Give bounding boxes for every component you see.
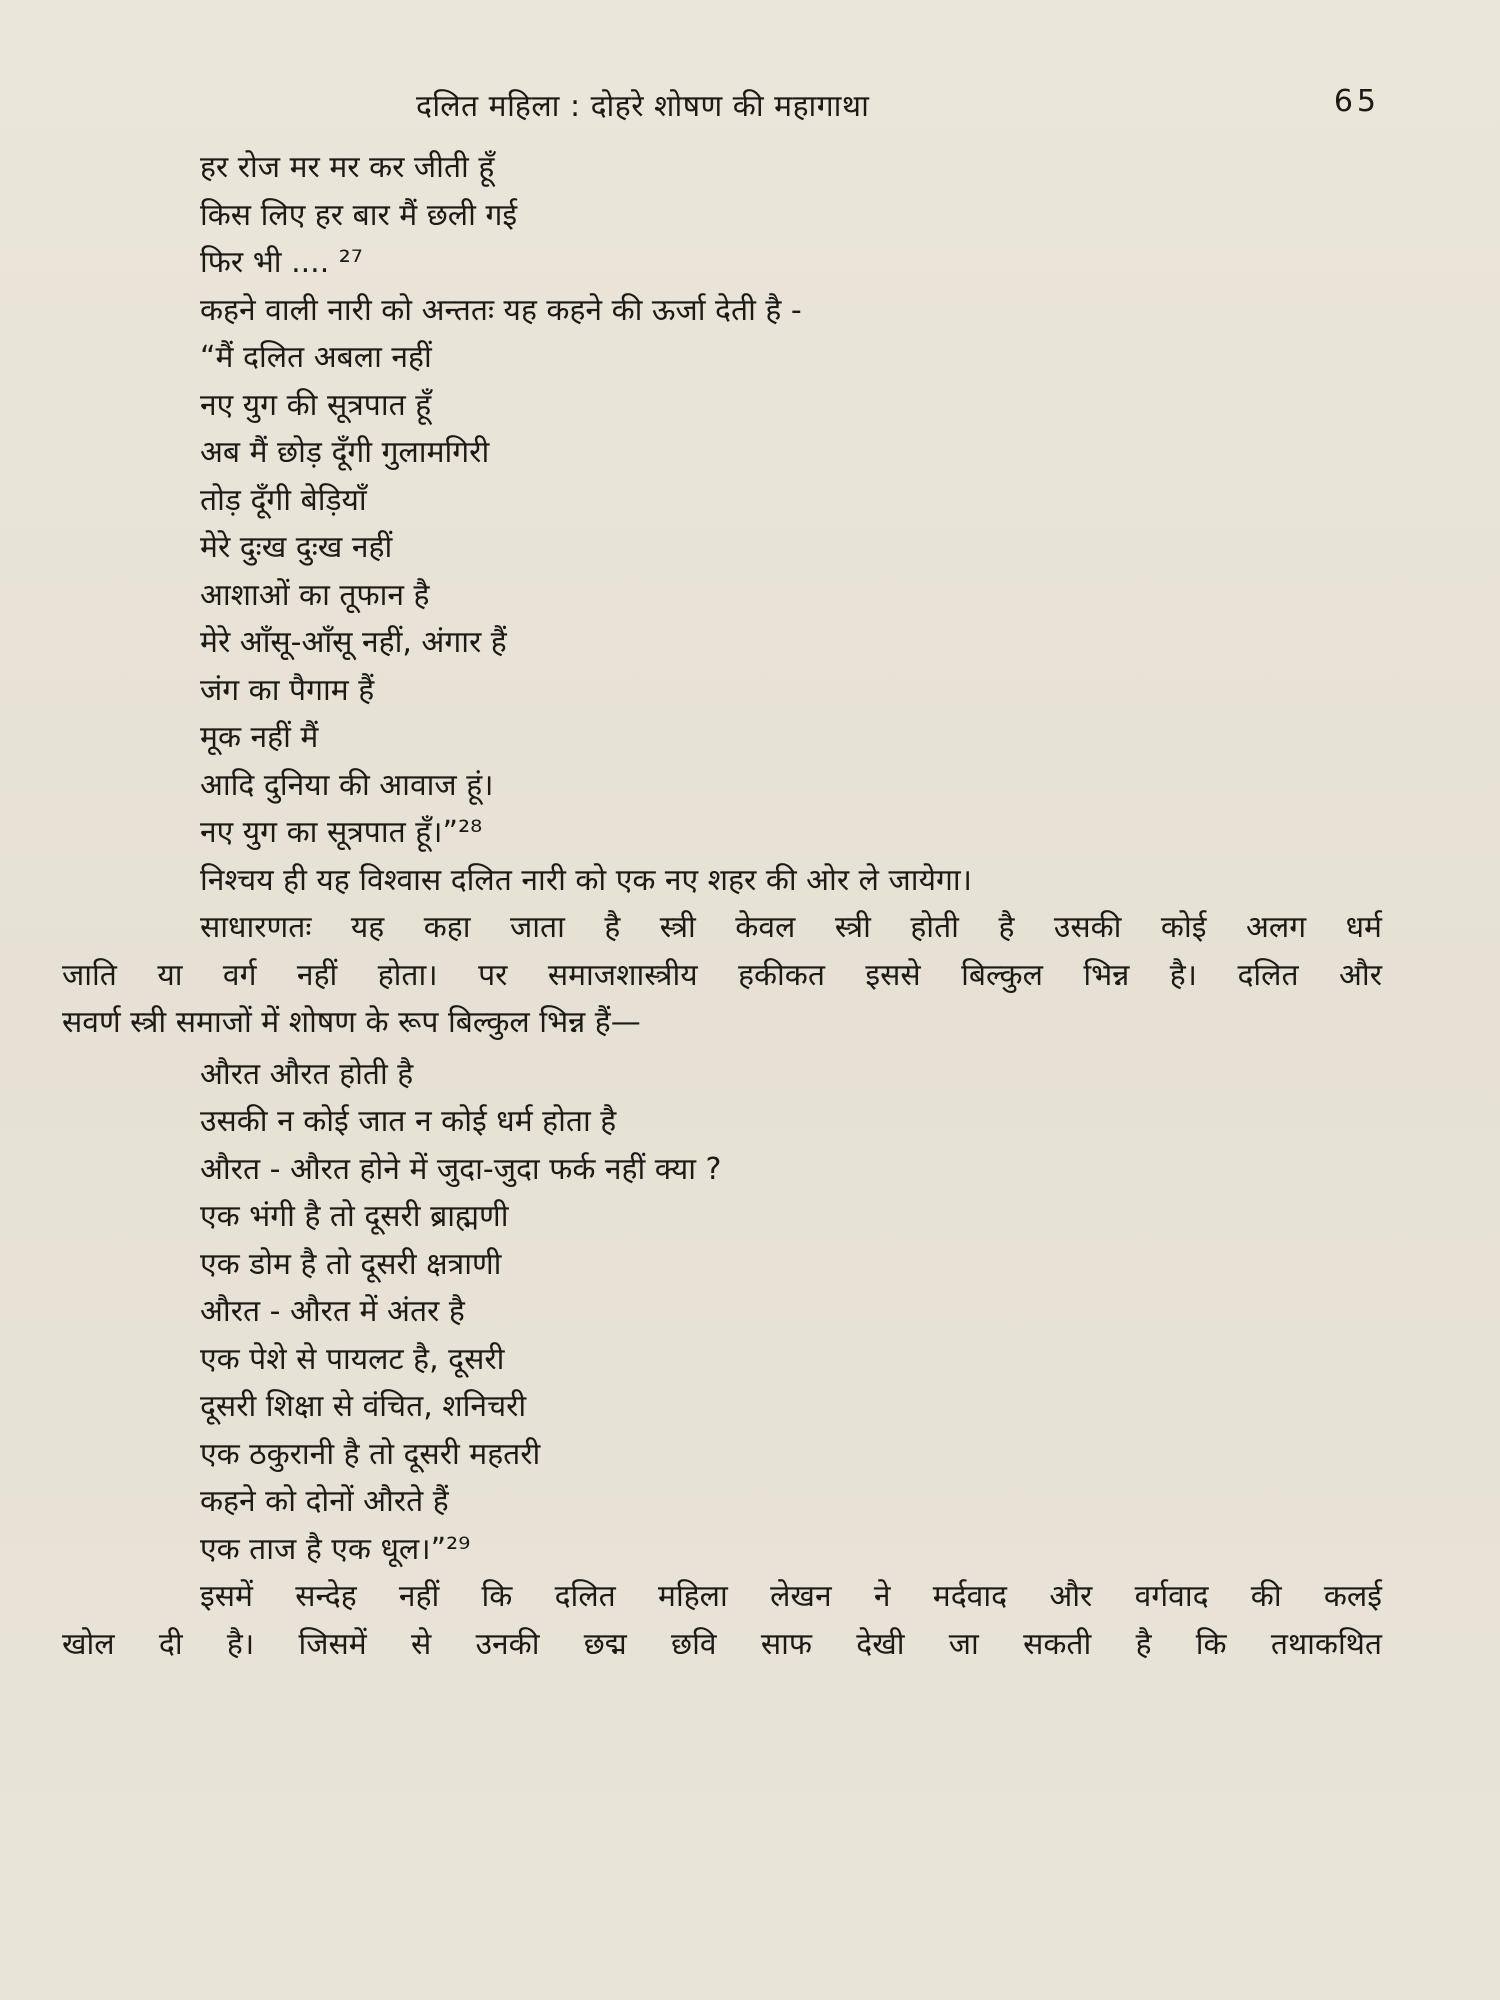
paragraph-line: खोल दी है। जिसमें से उनकी छद्म छवि साफ देखी जा सकती है कि तथाकथित xyxy=(62,1626,1382,1662)
paragraph-one xyxy=(62,859,1382,1045)
verse-line: दूसरी शिक्षा से वंचित, शनिचरी xyxy=(200,1389,527,1424)
verse-line: जंग का पैगाम हैं xyxy=(200,672,375,708)
verse-line: तोड़ दूँगी बेड़ियाँ xyxy=(200,482,367,518)
poem-stanza-two xyxy=(62,1053,1382,1572)
verse-line: मेरे दुःख दुःख नहीं xyxy=(200,530,393,565)
verse-line: आशाओं का तूफान है xyxy=(200,577,430,613)
verse-line: मेरे आँसू-आँसू नहीं, अंगार हैं xyxy=(200,625,507,660)
verse-line: नए युग का सूत्रपात हूँ।”²⁸ xyxy=(200,815,483,850)
verse-line: एक ताज है एक धूल।”²⁹ xyxy=(200,1531,471,1567)
paragraph-line: सवर्ण स्त्री समाजों में शोषण के रूप बिल्कुल भिन्न हैं— xyxy=(62,1005,641,1040)
page-number: 65 xyxy=(1333,84,1380,119)
verse-line: कहने को दोनों औरते हैं xyxy=(200,1484,449,1519)
verse-line: औरत - औरत होने में जुदा-जुदा फर्क नहीं क्या ? xyxy=(200,1151,722,1187)
verse-line: कहने वाली नारी को अन्ततः यह कहने की ऊर्जा देती है - xyxy=(200,292,802,328)
paragraph-line: साधारणतः यह कहा जाता है स्त्री केवल स्त्री होती है उसकी कोई अलग धर्म xyxy=(200,910,1382,945)
verse-line: आदि दुनिया की आवाज हूं। xyxy=(200,767,494,803)
verse-line: एक भंगी है तो दूसरी ब्राह्मणी xyxy=(200,1199,509,1234)
paragraph-two xyxy=(62,1575,1382,1666)
running-title: दलित महिला : दोहरे शोषण की महागाथा xyxy=(416,89,870,124)
paragraph-line: जाति या वर्ग नहीं होता। पर समाजशास्त्रीय हकीकत इससे बिल्कुल भिन्न है। दलित और xyxy=(62,957,1382,993)
verse-line: अब मैं छोड़ दूँगी गुलामगिरी xyxy=(200,435,490,470)
verse-line: उसकी न कोई जात न कोई धर्म होता है xyxy=(200,1104,617,1139)
verse-line: औरत - औरत में अंतर है xyxy=(200,1294,465,1329)
verse-line: “मैं दलित अबला नहीं xyxy=(200,340,432,375)
verse-line: नए युग की सूत्रपात हूँ xyxy=(200,387,432,423)
verse-line: मूक नहीं मैं xyxy=(200,720,319,755)
poem-stanza-one xyxy=(62,146,1382,855)
paragraph-line: निश्चय ही यह विश्वास दलित नारी को एक नए शहर की ओर ले जायेगा। xyxy=(200,862,972,898)
verse-line: हर रोज मर मर कर जीती हूँ xyxy=(200,150,495,185)
verse-line: एक ठकुरानी है तो दूसरी महतरी xyxy=(200,1436,541,1472)
page-body xyxy=(62,146,1382,1666)
verse-line: औरत औरत होती है xyxy=(200,1056,414,1092)
paragraph-line: इसमें सन्देह नहीं कि दलित महिला लेखन ने मर्दवाद और वर्गवाद की कलई xyxy=(200,1579,1382,1614)
verse-line: किस लिए हर बार मैं छली गई xyxy=(200,197,518,233)
verse-line: एक पेशे से पायलट है, दूसरी xyxy=(200,1341,505,1377)
verse-line: फिर भी .... ²⁷ xyxy=(200,245,363,280)
verse-line: एक डोम है तो दूसरी क्षत्राणी xyxy=(200,1246,502,1282)
page-header xyxy=(0,84,1500,124)
